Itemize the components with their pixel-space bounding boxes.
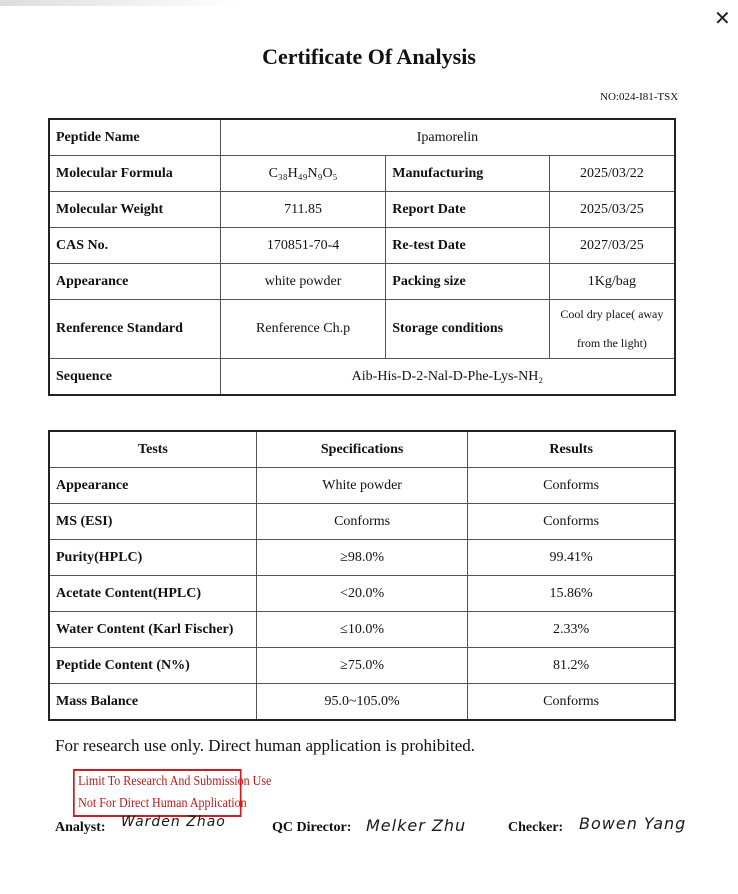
cas-label: CAS No. xyxy=(49,228,220,264)
test-spec: ≥75.0% xyxy=(256,648,467,684)
packing-size-value: 1Kg/bag xyxy=(549,264,675,300)
product-info-table xyxy=(48,118,676,396)
analyst-signature: Warden Zhao xyxy=(121,814,226,830)
retest-date-value: 2027/03/25 xyxy=(549,228,675,264)
test-name: Appearance xyxy=(49,468,256,504)
appearance-value: white powder xyxy=(220,264,385,300)
page-title: Certificate Of Analysis xyxy=(262,44,476,69)
test-results-table xyxy=(48,430,676,721)
table-row xyxy=(49,192,675,228)
storage-conditions-value xyxy=(549,300,675,359)
test-spec: <20.0% xyxy=(256,576,467,612)
table-row xyxy=(49,264,675,300)
test-name: Peptide Content (N%) xyxy=(49,648,256,684)
report-date-value: 2025/03/25 xyxy=(549,192,675,228)
storage-conditions-label: Storage conditions xyxy=(386,300,550,359)
test-result: 2.33% xyxy=(468,612,675,648)
peptide-name-label: Peptide Name xyxy=(49,119,220,156)
test-name: Purity(HPLC) xyxy=(49,540,256,576)
test-result: 81.2% xyxy=(468,648,675,684)
test-result: Conforms xyxy=(468,684,675,721)
table-row xyxy=(49,648,675,684)
storage-line-1: Cool dry place( away xyxy=(560,307,664,321)
close-icon[interactable]: ✕ xyxy=(714,6,731,30)
manufacturing-value: 2025/03/22 xyxy=(549,156,675,192)
table-row xyxy=(49,504,675,540)
table-row xyxy=(49,228,675,264)
table-header-row xyxy=(49,431,675,468)
reference-standard-label: Renference Standard xyxy=(49,300,220,359)
storage-line-2: from the light) xyxy=(576,336,647,350)
top-edge-shadow xyxy=(0,0,240,6)
column-header-results: Results xyxy=(468,431,675,468)
packing-size-label: Packing size xyxy=(386,264,550,300)
test-result: Conforms xyxy=(468,468,675,504)
table-row xyxy=(49,119,675,156)
test-name: Water Content (Karl Fischer) xyxy=(49,612,256,648)
stamp-line-1: Limit To Research And Submission Use xyxy=(78,774,272,789)
checker-signature: Bowen Yang xyxy=(579,814,687,833)
molecular-weight-label: Molecular Weight xyxy=(49,192,220,228)
table-row xyxy=(49,468,675,504)
peptide-name-value: Ipamorelin xyxy=(220,119,675,156)
stamp-line-2: Not For Direct Human Application xyxy=(78,796,247,811)
test-spec: ≥98.0% xyxy=(256,540,467,576)
test-result: 99.41% xyxy=(468,540,675,576)
appearance-label: Appearance xyxy=(49,264,220,300)
qc-director-label: QC Director: xyxy=(272,820,352,835)
sequence-value: Aib-His-D-2-Nal-D-Phe-Lys-NH₂ xyxy=(220,359,675,396)
table-row xyxy=(49,359,675,396)
table-row xyxy=(49,576,675,612)
sequence-label: Sequence xyxy=(49,359,220,396)
analyst-label: Analyst: xyxy=(55,820,106,835)
manufacturing-label: Manufacturing xyxy=(386,156,550,192)
test-result: Conforms xyxy=(468,504,675,540)
checker-label: Checker: xyxy=(508,820,564,835)
table-row xyxy=(49,156,675,192)
research-use-note: For research use only. Direct human application is prohibited. xyxy=(55,736,476,755)
column-header-tests: Tests xyxy=(49,431,256,468)
test-spec: White powder xyxy=(256,468,467,504)
molecular-formula-label: Molecular Formula xyxy=(49,156,220,192)
report-date-label: Report Date xyxy=(386,192,550,228)
test-name: Acetate Content(HPLC) xyxy=(49,576,256,612)
cas-value: 170851-70-4 xyxy=(220,228,385,264)
reference-standard-value: Renference Ch.p xyxy=(220,300,385,359)
test-name: MS (ESI) xyxy=(49,504,256,540)
retest-date-label: Re-test Date xyxy=(386,228,550,264)
test-spec: Conforms xyxy=(256,504,467,540)
table-row xyxy=(49,540,675,576)
red-stamp xyxy=(73,769,272,817)
test-result: 15.86% xyxy=(468,576,675,612)
column-header-specifications: Specifications xyxy=(256,431,467,468)
test-spec: ≤10.0% xyxy=(256,612,467,648)
molecular-formula-value: C₃₈H₄₉N₉O₅ xyxy=(220,156,385,192)
test-name: Mass Balance xyxy=(49,684,256,721)
table-row xyxy=(49,684,675,721)
test-spec: 95.0~105.0% xyxy=(256,684,467,721)
document-number: NO:024-I81-TSX xyxy=(600,91,679,103)
qc-director-signature: Melker Zhu xyxy=(366,816,467,835)
molecular-weight-value: 711.85 xyxy=(220,192,385,228)
table-row xyxy=(49,612,675,648)
table-row xyxy=(49,300,675,359)
